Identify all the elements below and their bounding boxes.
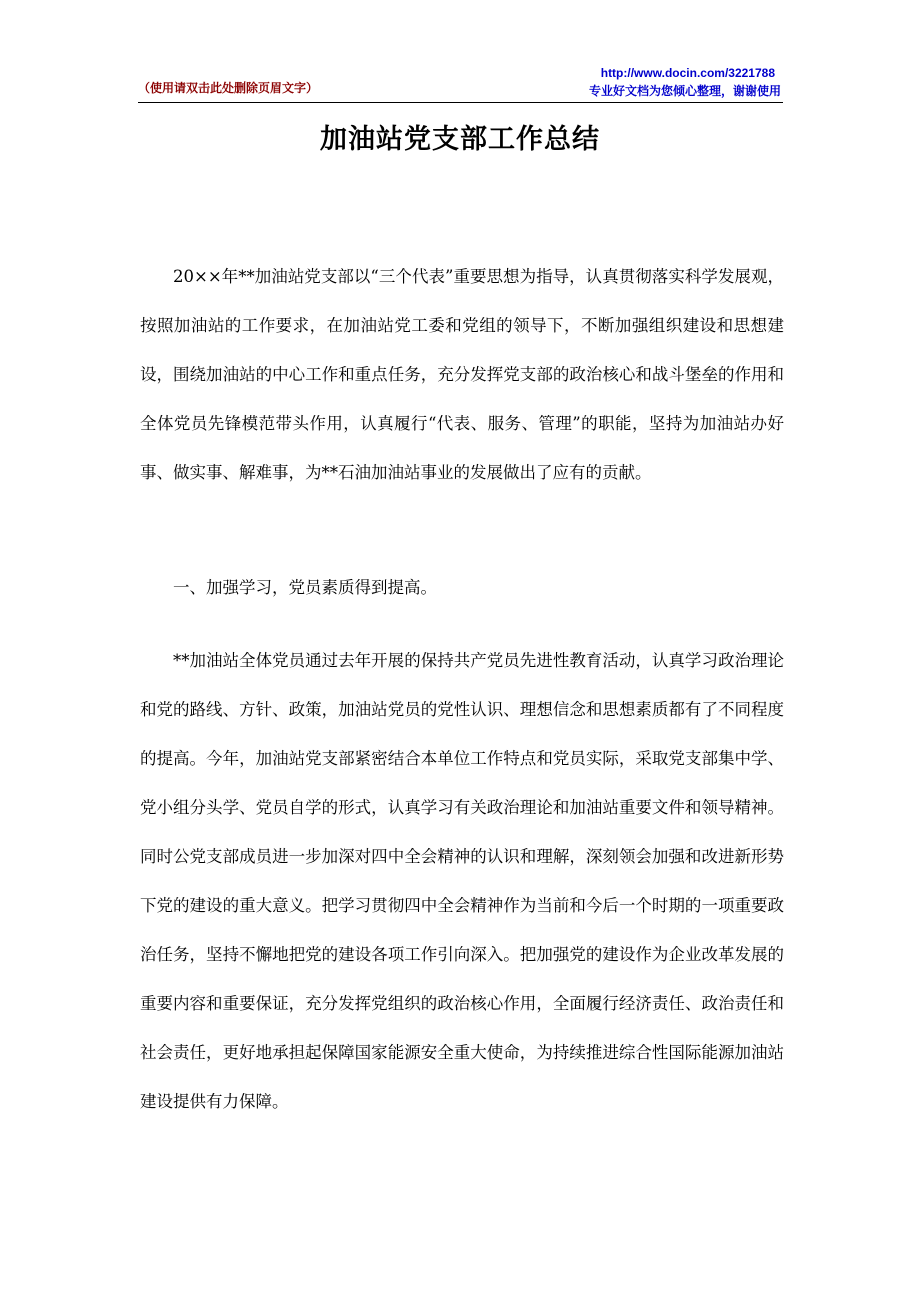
header-thanks-note: 专业好文档为您倾心整理，谢谢使用: [588, 84, 781, 98]
document-title: 加油站党支部工作总结: [320, 124, 600, 155]
header-delete-note[interactable]: （使用请双击此处删除页眉文字）: [138, 81, 319, 95]
paragraph-intro: [140, 252, 784, 497]
section-heading-1: [140, 563, 784, 612]
section-heading-text: 一、加强学习，党员素质得到提高。: [173, 578, 437, 597]
paragraph-study: [140, 636, 784, 1126]
header-url-link[interactable]: http://www.docin.com/3221788: [600, 66, 775, 80]
paragraph-text: 20××年**加油站党支部以“三个代表”重要思想为指导，认真贯彻落实科学发展观，按照加油站的工作要求，在加油站党工委和党组的领导下，不断加强组织建设和思想建设，围绕加油站的中心工作和重点任务，充分发挥党支部的政治核心和战斗堡垒的作用和全体党员先锋模范带头作用，认真履行“代表、服务、管理”的职能，坚持为加油站办好事、做实事、解难事，为**石油加油站事业的发展做出了应有的贡献。: [140, 267, 784, 482]
page-header: [138, 64, 783, 103]
paragraph-text: **加油站全体党员通过去年开展的保持共产党员先进性教育活动，认真学习政治理论和党的路线、方针、政策，加油站党员的党性认识、理想信念和思想素质都有了不同程度的提高。今年，加油站党支部紧密结合本单位工作特点和党员实际，采取党支部集中学、党小组分头学、党员自学的形式，认真学习有关政治理论和加油站重要文件和领导精神。同时公党支部成员进一步加深对四中全会精神的认识和理解，深刻领会加强和改进新形势下党的建设的重大意义。把学习贯彻四中全会精神作为当前和今后一个时期的一项重要政治任务，坚持不懈地把党的建设各项工作引向深入。把加强党的建设作为企业改革发展的重要内容和重要保证，充分发挥党组织的政治核心作用，全面履行经济责任、政治责任和社会责任，更好地承担起保障国家能源安全重大使命，为持续推进综合性国际能源加油站建设提供有力保障。: [140, 651, 784, 1111]
